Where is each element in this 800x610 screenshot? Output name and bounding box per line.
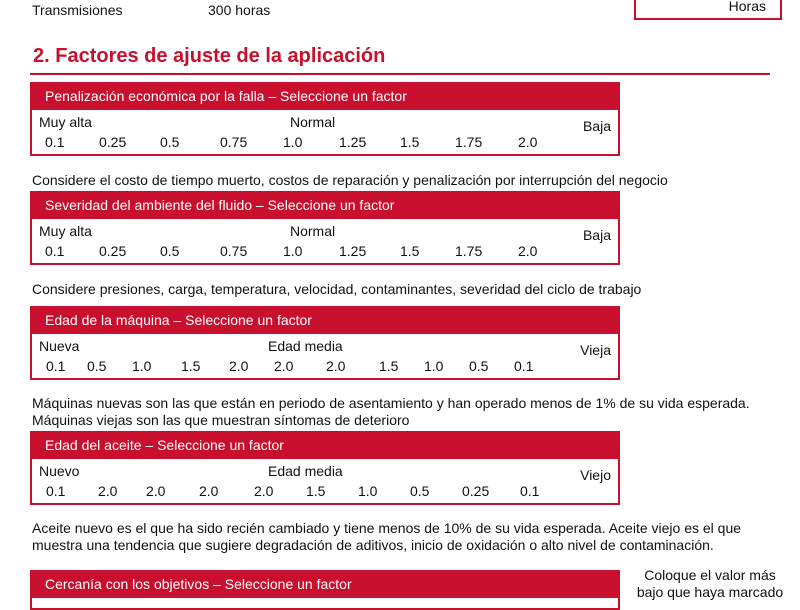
factor-option[interactable]: 0.5 — [87, 358, 107, 374]
factor-option[interactable]: 1.0 — [283, 134, 303, 150]
machine-age-note-line1: Máquinas nuevas son las que están en periodo de asentamiento y han operado menos de 1% de su vida esperada. — [32, 395, 750, 411]
hours-box — [634, 0, 782, 20]
factor-option[interactable]: 2.0 — [518, 243, 538, 259]
scale-left-label: Nueva — [39, 338, 80, 354]
factor-option[interactable]: 1.75 — [455, 134, 483, 150]
oil-age-note-line2: muestra una tendencia que sugiere degradación de aditivos, inicio de oxidación o alto nivel de contaminación. — [32, 537, 714, 553]
factor-option[interactable]: 1.5 — [379, 358, 399, 374]
factor-option[interactable]: 1.0 — [424, 358, 444, 374]
scale-mid-label: Normal — [290, 223, 336, 239]
factor-option[interactable]: 0.75 — [220, 243, 248, 259]
factor-option[interactable]: 0.5 — [160, 134, 180, 150]
machine-age-note-line2: Máquinas viejas son las que muestran síntomas de deterioro — [32, 412, 410, 428]
oil-age-panel — [30, 431, 620, 505]
economic-penalty-header: Penalización económica por la falla – Seleccione un factor — [32, 84, 618, 110]
fluid-severity-panel — [30, 191, 620, 265]
factor-option[interactable]: 0.75 — [220, 134, 248, 150]
factor-option[interactable]: 2.0 — [518, 134, 538, 150]
factor-option[interactable]: 2.0 — [199, 483, 219, 499]
factor-option[interactable]: 2.0 — [146, 483, 166, 499]
factor-option[interactable]: 0.1 — [46, 358, 66, 374]
machine-age-panel — [30, 306, 620, 380]
factor-options — [32, 483, 618, 503]
economic-penalty-note: Considere el costo de tiempo muerto, costos de reparación y penalización por interrupción del negocio — [32, 172, 668, 188]
transmissions-label: Transmisiones — [32, 2, 123, 18]
factor-option[interactable]: 1.5 — [181, 358, 201, 374]
factor-option[interactable]: 1.0 — [283, 243, 303, 259]
factor-option[interactable]: 1.5 — [400, 134, 420, 150]
factor-option[interactable]: 0.5 — [160, 243, 180, 259]
factor-option[interactable]: 0.5 — [469, 358, 489, 374]
scale-left-label: Nuevo — [39, 463, 80, 479]
factor-option[interactable]: 0.25 — [99, 243, 127, 259]
factor-option[interactable]: 1.25 — [339, 243, 367, 259]
factor-option[interactable]: 2.0 — [229, 358, 249, 374]
factor-option[interactable]: 0.1 — [46, 483, 66, 499]
oil-age-header: Edad del aceite – Seleccione un factor — [32, 433, 618, 459]
factor-option[interactable]: 0.5 — [410, 483, 430, 499]
factor-option[interactable]: 2.0 — [254, 483, 274, 499]
factor-option[interactable]: 0.1 — [514, 358, 534, 374]
scale-right-label: Baja — [582, 227, 611, 243]
factor-option[interactable]: 0.25 — [462, 483, 490, 499]
scale-left-label: Muy alta — [39, 223, 92, 239]
scale-right-label: Vieja — [580, 342, 611, 358]
fluid-severity-header: Severidad del ambiente del fluido – Seleccione un factor — [32, 193, 618, 219]
side-note — [630, 567, 790, 601]
scale-mid-label: Edad media — [268, 338, 343, 354]
factor-option[interactable]: 2.0 — [326, 358, 346, 374]
scale-mid-label: Edad media — [268, 463, 343, 479]
fluid-severity-note: Considere presiones, carga, temperatura, velocidad, contaminantes, severidad del ciclo de trabajo — [32, 281, 642, 297]
factor-option[interactable]: 1.5 — [306, 483, 326, 499]
factor-option[interactable]: 0.1 — [520, 483, 540, 499]
factor-options — [32, 134, 618, 154]
factor-option[interactable]: 0.1 — [45, 243, 65, 259]
factor-option[interactable]: 1.5 — [400, 243, 420, 259]
machine-age-header: Edad de la máquina – Seleccione un factor — [32, 308, 618, 334]
section-divider — [30, 73, 770, 75]
section-title: 2. Factores de ajuste de la aplicación — [33, 45, 386, 67]
factor-option[interactable]: 1.0 — [132, 358, 152, 374]
factor-options — [32, 358, 618, 378]
scale-right-label: Viejo — [580, 467, 611, 483]
factor-option[interactable]: 0.1 — [45, 134, 65, 150]
scale-mid-label: Normal — [290, 114, 336, 130]
economic-penalty-panel — [30, 82, 620, 156]
side-note-line2: bajo que haya marcado — [636, 584, 784, 600]
transmissions-hours: 300 horas — [208, 2, 271, 18]
factor-option[interactable]: 1.25 — [339, 134, 367, 150]
oil-age-note-line1: Aceite nuevo es el que ha sido recién cambiado y tiene menos de 10% de su vida esperada. Aceite viejo es el que — [32, 520, 742, 536]
factor-option[interactable]: 2.0 — [274, 358, 294, 374]
objectives-proximity-panel — [30, 570, 620, 610]
hours-box-label: Horas — [728, 0, 766, 14]
factor-option[interactable]: 2.0 — [98, 483, 118, 499]
factor-option[interactable]: 1.75 — [455, 243, 483, 259]
factor-options — [32, 243, 618, 263]
factor-option[interactable]: 0.25 — [99, 134, 127, 150]
scale-right-label: Baja — [582, 118, 611, 134]
objectives-proximity-header: Cercanía con los objetivos – Seleccione un factor — [32, 572, 618, 598]
side-note-line1: Coloque el valor más — [644, 567, 776, 583]
factor-option[interactable]: 1.0 — [358, 483, 378, 499]
scale-left-label: Muy alta — [39, 114, 92, 130]
